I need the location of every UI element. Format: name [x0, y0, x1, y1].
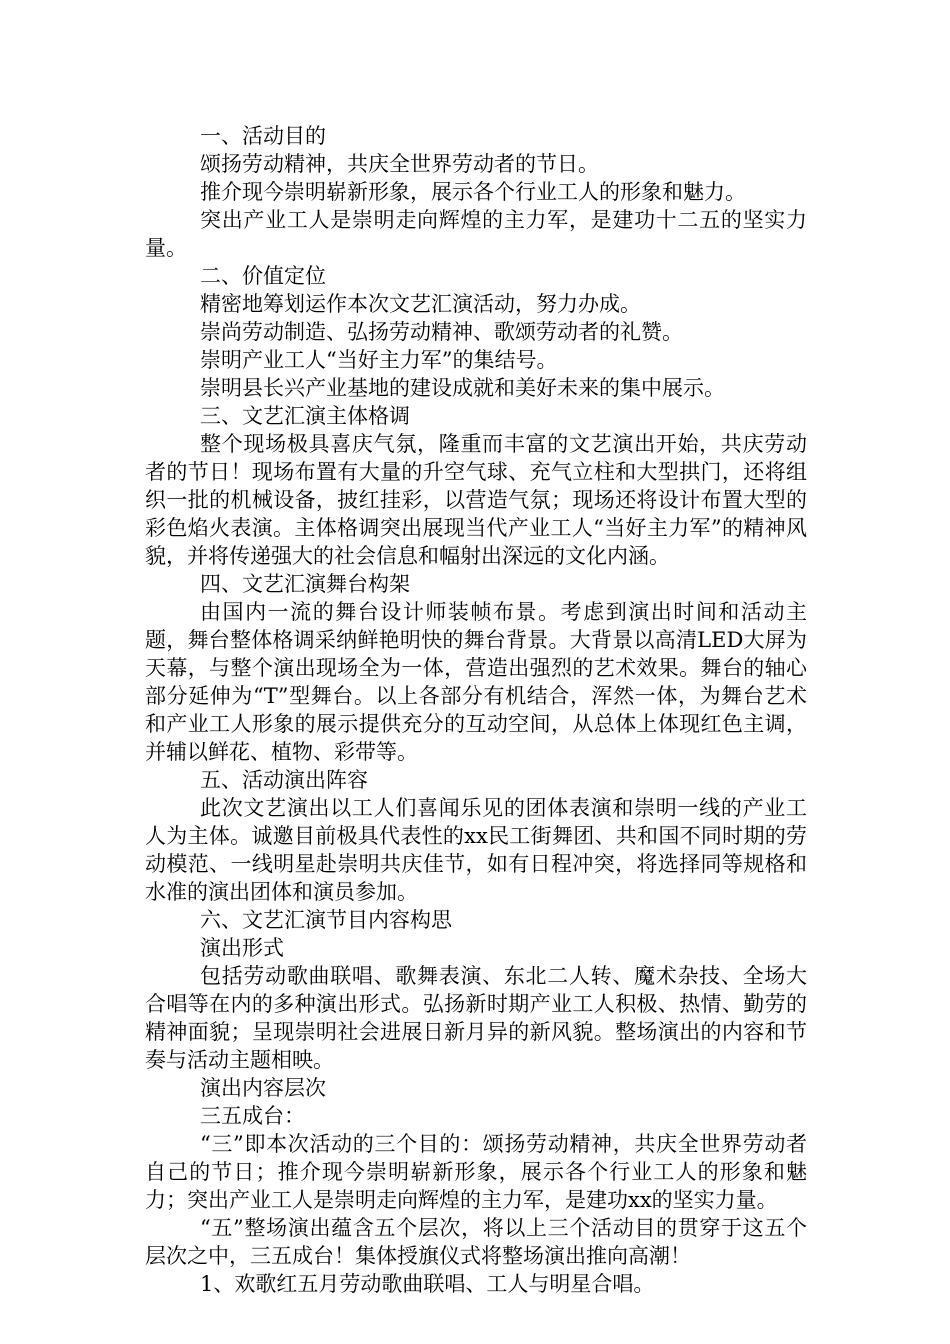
- subheading-content-levels: 演出内容层次: [200, 1076, 326, 1100]
- paragraph: 推介现今崇明崭新形象，展示各个行业工人的形象和魅力。: [200, 180, 746, 204]
- heading-stage-structure: 四、文艺汇演舞台构架: [200, 572, 410, 596]
- paragraph: 1、欢歌红五月劳动歌曲联唱、工人与明星合唱。: [200, 1272, 655, 1296]
- paragraph: 此次文艺演出以工人们喜闻乐见的团体表演和崇明一线的产业工人为主体。诚邀目前极具代表性的xx民工街舞团、共和国不同时期的劳动模范、一线明星赴崇明共庆佳节，如有日程冲突，将选择同等规格和水准的演出团体和演员参加。: [145, 796, 807, 904]
- paragraph: 崇明县长兴产业基地的建设成就和美好未来的集中展示。: [200, 376, 725, 400]
- paragraph: 由国内一流的舞台设计师装帧布景。考虑到演出时间和活动主题，舞台整体格调采纳鲜艳明快的舞台背景。大背景以高清LED大屏为天幕，与整个演出现场全为一体，营造出强烈的艺术效果。舞台的轴心部分延伸为“T”型舞台。以上各部分有机结合，浑然一体，为舞台艺术和产业工人形象的展示提供充分的互动空间，从总体上体现红色主调，并辅以鲜花、植物、彩带等。: [145, 600, 807, 764]
- paragraph: 崇尚劳动制造、弘扬劳动精神、歌颂劳动者的礼赞。: [200, 320, 683, 344]
- heading-main-tone: 三、文艺汇演主体格调: [200, 404, 410, 428]
- heading-value-positioning: 二、价值定位: [200, 264, 326, 288]
- paragraph: 包括劳动歌曲联唱、歌舞表演、东北二人转、魔术杂技、全场大合唱等在内的多种演出形式。弘扬新时期产业工人积极、热情、勤劳的精神面貌；呈现崇明社会进展日新月异的新风貌。整场演出的内容和节奏与活动主题相映。: [145, 964, 807, 1072]
- paragraph: “五”整场演出蕴含五个层次，将以上三个活动目的贯穿于这五个层次之中，三五成台！集体授旗仪式将整场演出推向高潮！: [145, 1216, 807, 1268]
- heading-performance-lineup: 五、活动演出阵容: [200, 768, 368, 792]
- paragraph: 精密地筹划运作本次文艺汇演活动，努力办成。: [200, 292, 641, 316]
- paragraph: 崇明产业工人“当好主力军”的集结号。: [200, 348, 558, 372]
- paragraph: 颂扬劳动精神，共庆全世界劳动者的节日。: [200, 152, 599, 176]
- paragraph: 整个现场极具喜庆气氛，隆重而丰富的文艺演出开始，共庆劳动者的节日！现场布置有大量的升空气球、充气立柱和大型拱门，还将组织一批的机械设备，披红挂彩，以营造气氛；现场还将设计布置大型的彩色焰火表演。主体格调突出展现当代产业工人“当好主力军”的精神风貌，并将传递强大的社会信息和幅射出深远的文化内涵。: [145, 432, 807, 568]
- subheading-performance-form: 演出形式: [200, 936, 284, 960]
- paragraph: 三五成台：: [200, 1104, 305, 1128]
- document-body: [145, 122, 807, 1298]
- heading-program-concept: 六、文艺汇演节目内容构思: [200, 908, 452, 932]
- paragraph: 突出产业工人是崇明走向辉煌的主力军，是建功十二五的坚实力量。: [145, 208, 807, 260]
- paragraph: “三”即本次活动的三个目的：颂扬劳动精神，共庆全世界劳动者自己的节日；推介现今崇明崭新形象，展示各个行业工人的形象和魅力；突出产业工人是崇明走向辉煌的主力军，是建功xx的坚实力量。: [145, 1132, 807, 1212]
- heading-activity-purpose: 一、活动目的: [200, 124, 326, 148]
